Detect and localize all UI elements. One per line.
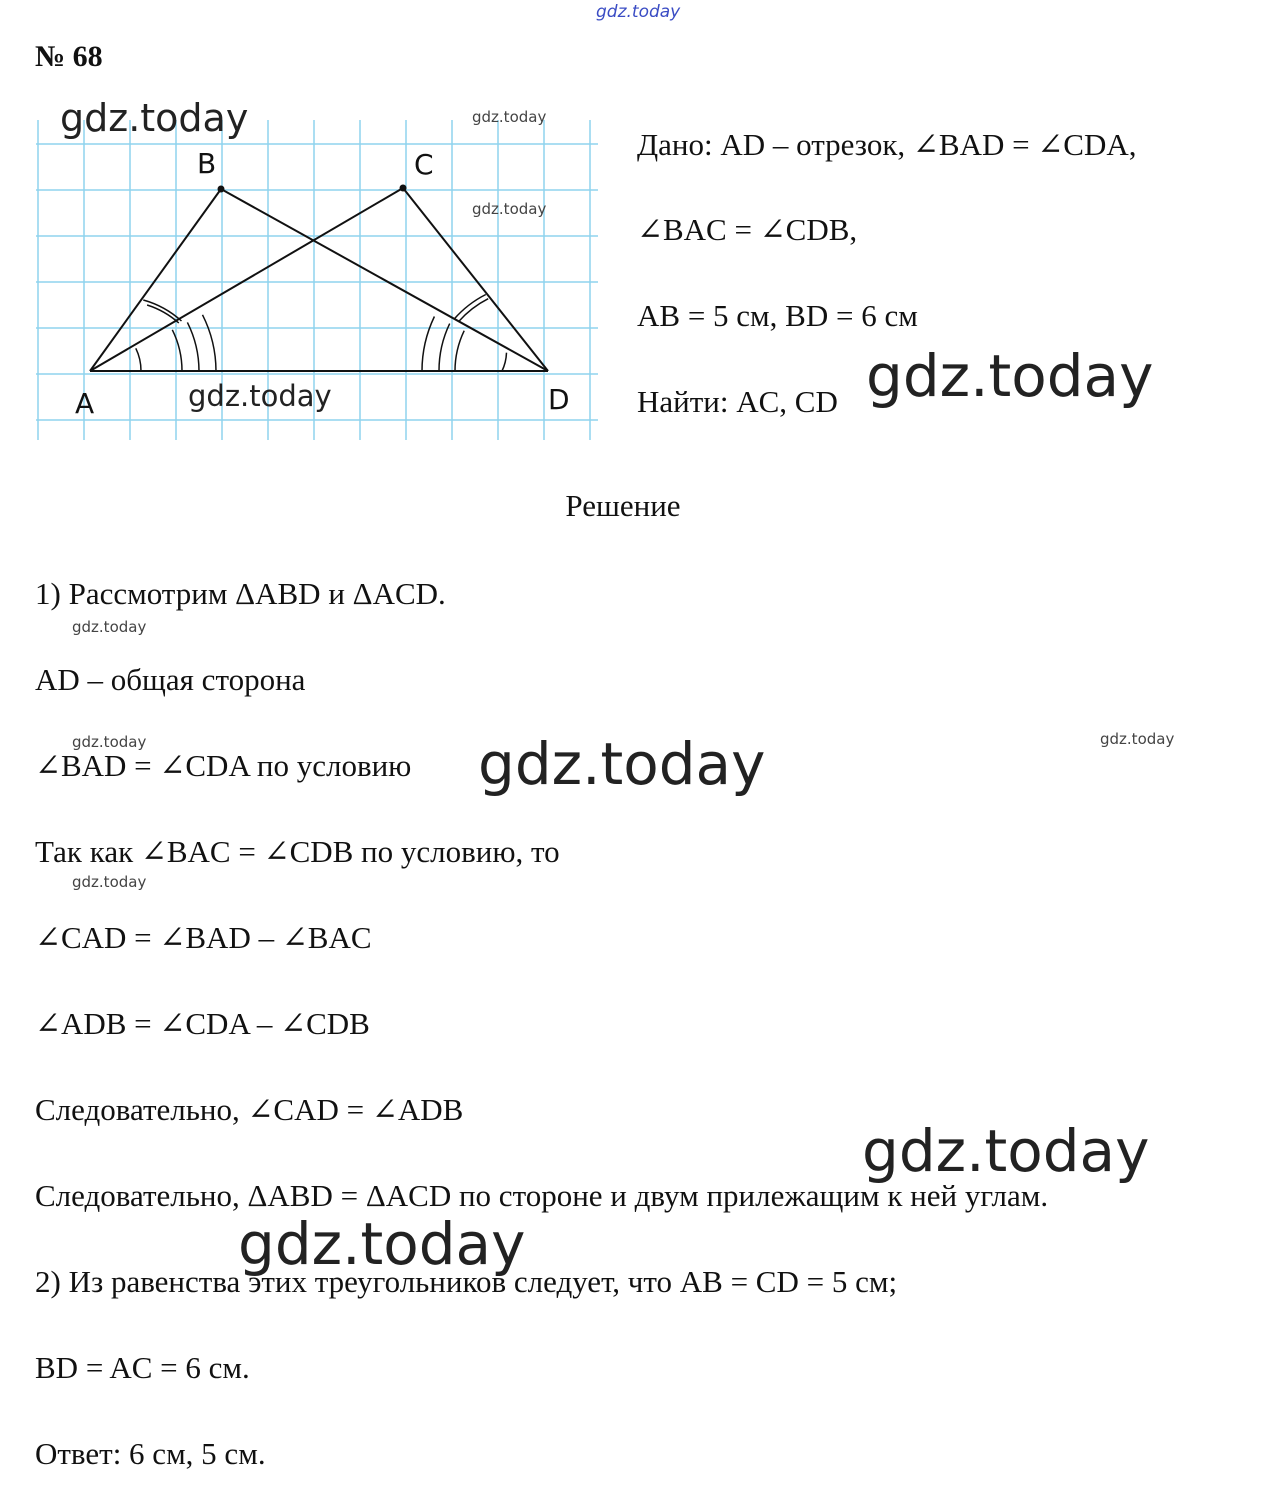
label-d: D (548, 383, 570, 416)
watermark-figure-big: gdz.today (60, 96, 249, 140)
solution-line-10: BD = AC = 6 см. (35, 1350, 250, 1385)
label-c: C (414, 148, 434, 181)
segment-ac (90, 188, 403, 371)
angle-marks (136, 295, 507, 372)
given-line-3: AB = 5 см, BD = 6 см (637, 298, 918, 333)
solution-heading: Решение (565, 488, 681, 523)
watermark-sol-big-3: gdz.today (238, 1210, 526, 1278)
answer-line: Ответ: 6 см, 5 см. (35, 1436, 266, 1471)
point-c-dot (400, 185, 407, 192)
solution-line-8: Следовательно, ΔABD = ΔACD по стороне и двум прилежащим к ней углам. (35, 1178, 1049, 1213)
watermark-figure-bottom: gdz.today (188, 379, 332, 413)
given-line-1: Дано: AD – отрезок, ∠BAD = ∠CDA, (637, 127, 1137, 162)
solution-line-5: ∠CAD = ∠BAD – ∠BAC (35, 920, 372, 955)
solution-line-3: ∠BAD = ∠CDA по условию (35, 748, 412, 783)
label-b: B (197, 147, 217, 180)
given-line-4: Найти: AC, CD (637, 384, 838, 419)
solution-line-2: AD – общая сторона (35, 662, 306, 697)
given-line-2: ∠BAC = ∠CDB, (637, 212, 858, 247)
watermark-given-big: gdz.today (866, 342, 1154, 410)
watermark-sol-small-3: gdz.today (72, 873, 147, 891)
point-b-dot (218, 186, 225, 193)
solution-line-4: Так как ∠BAC = ∠CDB по условию, то (35, 834, 560, 869)
solution-line-9: 2) Из равенства этих треугольников следует, что AB = CD = 5 см; (35, 1264, 898, 1299)
segment-ab (90, 189, 221, 371)
watermark-sol-small-right: gdz.today (1100, 730, 1175, 748)
vertex-dots (218, 185, 407, 193)
problem-number: № 68 (35, 40, 103, 73)
watermark-top: gdz.today (596, 2, 681, 22)
solution-line-6: ∠ADB = ∠CDA – ∠CDB (35, 1006, 370, 1041)
watermark-figure-small-1: gdz.today (472, 108, 547, 126)
watermark-sol-big-2: gdz.today (862, 1117, 1150, 1185)
solution-line-7: Следовательно, ∠CAD = ∠ADB (35, 1092, 464, 1127)
watermark-sol-small-1: gdz.today (72, 618, 147, 636)
label-a: A (75, 387, 95, 420)
solution-line-1: 1) Рассмотрим ΔABD и ΔACD. (35, 576, 446, 611)
watermark-sol-small-2: gdz.today (72, 733, 147, 751)
watermark-sol-big-1: gdz.today (478, 730, 766, 798)
watermark-figure-small-2: gdz.today (472, 200, 547, 218)
